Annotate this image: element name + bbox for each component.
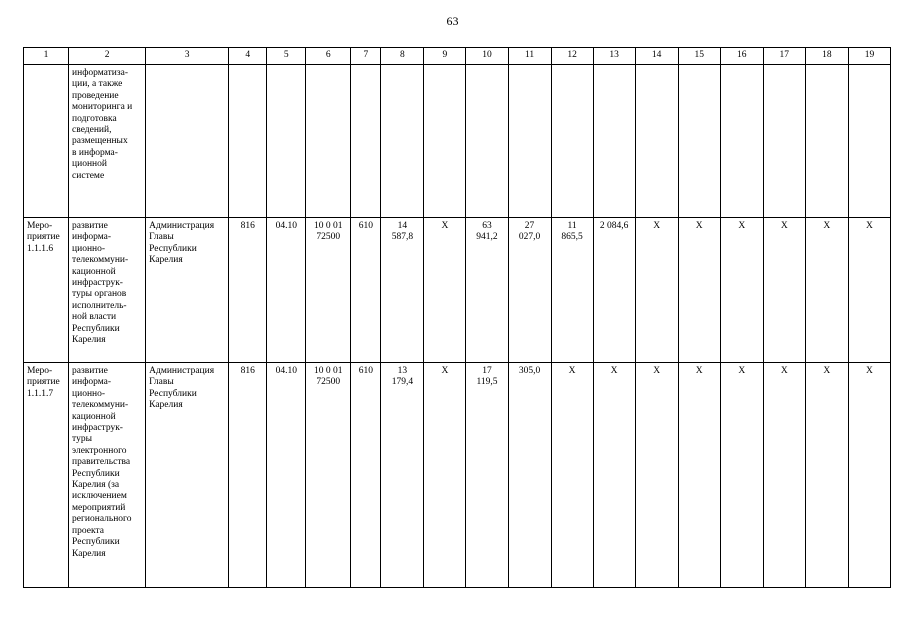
table-cell: [763, 65, 805, 218]
table-cell: [146, 218, 229, 363]
table-cell: [306, 65, 351, 218]
cell-text: X: [653, 366, 661, 376]
table-cell: [508, 218, 551, 363]
table-cell: [763, 218, 805, 363]
table-cell: [69, 363, 146, 588]
cell-text: 610: [358, 221, 373, 231]
cell-text: 11 865,5: [561, 221, 583, 243]
column-header: 1: [24, 48, 69, 65]
cell-text: 14 587,8: [391, 221, 414, 243]
cell-text: 10 0 01 72500: [314, 366, 343, 388]
column-header: 8: [381, 48, 424, 65]
table-cell: [69, 65, 146, 218]
budget-table: [23, 47, 891, 588]
column-header: 3: [146, 48, 229, 65]
table-cell: [24, 218, 69, 363]
table-cell: [381, 363, 424, 588]
table-cell: [508, 363, 551, 588]
cell-text: Меро- приятие 1.1.1.7: [27, 366, 60, 399]
cell-text: X: [610, 366, 618, 376]
table-cell: [466, 363, 508, 588]
cell-text: X: [780, 221, 788, 231]
cell-text: Администрация Главы Республики Карелия: [149, 366, 215, 411]
column-header: 7: [351, 48, 381, 65]
table-cell: [466, 65, 508, 218]
table-cell: [267, 363, 306, 588]
table-cell: [848, 65, 890, 218]
table-cell: [805, 65, 848, 218]
table-cell: [24, 65, 69, 218]
table-cell: [229, 65, 267, 218]
table-cell: [805, 363, 848, 588]
column-header: 10: [466, 48, 508, 65]
table-cell: [635, 363, 678, 588]
table-cell: [593, 218, 635, 363]
column-header: 5: [267, 48, 306, 65]
cell-text: 305,0: [518, 366, 541, 376]
table-cell: [678, 218, 720, 363]
cell-text: X: [695, 221, 703, 231]
table-cell: [848, 363, 890, 588]
column-header: 11: [508, 48, 551, 65]
table-cell: [678, 363, 720, 588]
table-cell: [306, 218, 351, 363]
table-cell: [424, 218, 466, 363]
cell-text: развитие информа- ционно- телекоммуни- кационной инфраструк- туры органов исполнитель- ной власти Республики Карелия: [72, 221, 129, 346]
cell-text: 63 941,2: [476, 221, 498, 243]
cell-text: 610: [358, 366, 373, 376]
cell-text: 04.10: [275, 221, 297, 231]
table-cell: [146, 65, 229, 218]
cell-text: развитие информа- ционно- телекоммуни- кационной инфраструк- туры электронного правительства Республики Карелия (за исключением мероприятий регионального проекта Республики Карелия: [72, 366, 132, 559]
column-header: 6: [306, 48, 351, 65]
table-cell: [351, 363, 381, 588]
table-cell: [69, 218, 146, 363]
column-header: 16: [720, 48, 763, 65]
cell-text: X: [653, 221, 661, 231]
column-header: 14: [635, 48, 678, 65]
table-cell: [381, 218, 424, 363]
cell-text: X: [738, 366, 746, 376]
table-cell: [351, 218, 381, 363]
page-number: 63: [446, 14, 459, 28]
table-cell: [720, 65, 763, 218]
cell-text: 2 084,6: [599, 221, 629, 231]
cell-text: 816: [240, 366, 255, 376]
table-cell: [267, 218, 306, 363]
table-cell: [351, 65, 381, 218]
table-cell: [551, 363, 593, 588]
column-header: 9: [424, 48, 466, 65]
cell-text: Меро- приятие 1.1.1.6: [27, 221, 60, 254]
cell-text: X: [823, 221, 831, 231]
table-cell: [593, 363, 635, 588]
table-cell: [424, 363, 466, 588]
cell-text: X: [780, 366, 788, 376]
table-cell: [805, 218, 848, 363]
table-cell: [593, 65, 635, 218]
cell-text: Администрация Главы Республики Карелия: [149, 221, 215, 266]
table-cell: [635, 65, 678, 218]
table-row: [24, 218, 891, 363]
column-header: 12: [551, 48, 593, 65]
table-row: [24, 65, 891, 218]
column-header: 13: [593, 48, 635, 65]
column-header: 4: [229, 48, 267, 65]
table-cell: [508, 65, 551, 218]
cell-text: X: [441, 221, 449, 231]
table-cell: [466, 218, 508, 363]
cell-text: 04.10: [275, 366, 297, 376]
cell-text: X: [866, 366, 873, 376]
cell-text: 27 027,0: [518, 221, 541, 243]
table-cell: [551, 65, 593, 218]
cell-text: X: [441, 366, 449, 376]
cell-text: X: [823, 366, 831, 376]
cell-text: информатиза- ции, а также проведение мониторинга и подготовка сведений, размещенных в информа- ционной системе: [72, 68, 133, 181]
table-cell: [848, 218, 890, 363]
table-cell: [229, 218, 267, 363]
header-row: [24, 48, 891, 65]
table-cell: [635, 218, 678, 363]
table-cell: [551, 218, 593, 363]
cell-text: 13 179,4: [391, 366, 414, 388]
table-cell: [267, 65, 306, 218]
column-header: 19: [848, 48, 890, 65]
table-cell: [229, 363, 267, 588]
cell-text: 17 119,5: [476, 366, 498, 388]
column-header: 18: [805, 48, 848, 65]
cell-text: X: [738, 221, 746, 231]
table-cell: [424, 65, 466, 218]
cell-text: X: [568, 366, 576, 376]
table-row: [24, 363, 891, 588]
table-cell: [720, 363, 763, 588]
cell-text: 10 0 01 72500: [314, 221, 343, 243]
table-cell: [720, 218, 763, 363]
table-cell: [381, 65, 424, 218]
column-header: 15: [678, 48, 720, 65]
table-cell: [763, 363, 805, 588]
cell-text: 816: [240, 221, 255, 231]
cell-text: X: [695, 366, 703, 376]
column-header: 17: [763, 48, 805, 65]
table-cell: [146, 363, 229, 588]
cell-text: X: [866, 221, 873, 231]
column-header: 2: [69, 48, 146, 65]
table-cell: [306, 363, 351, 588]
table-cell: [24, 363, 69, 588]
table-cell: [678, 65, 720, 218]
